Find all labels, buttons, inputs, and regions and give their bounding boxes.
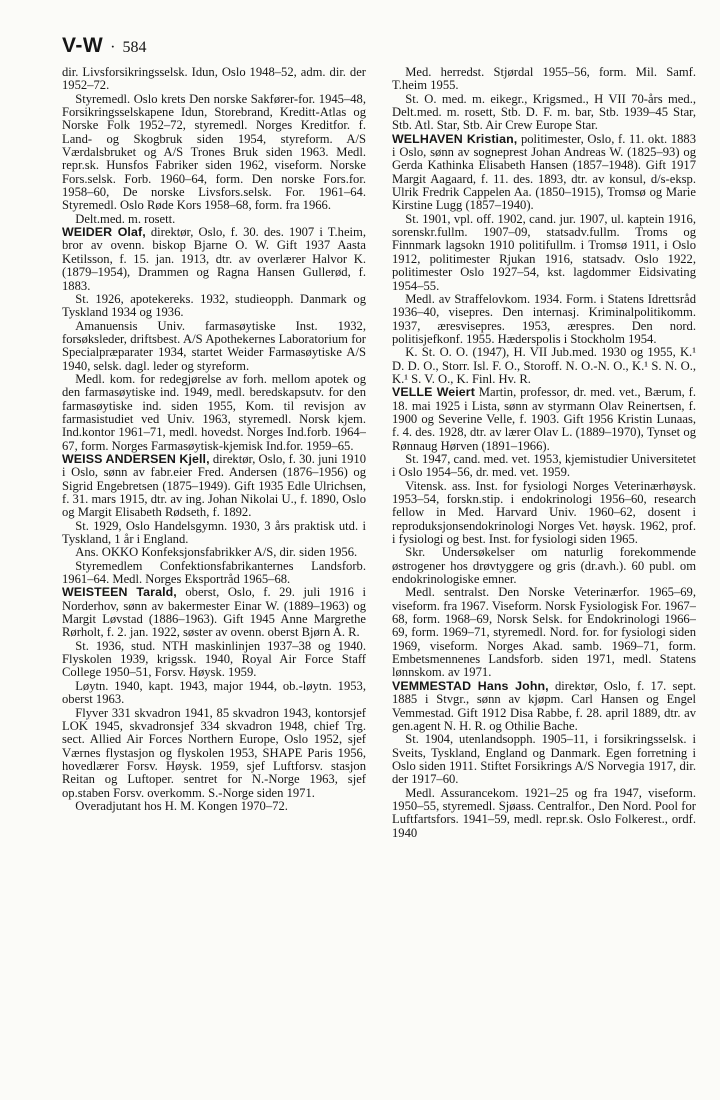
paragraph-text: Flyver 331 skvadron 1941, 85 skvadron 1943, kontorsjef LOK 1945, skvadronsjef 334 skvadron 1948, chief Trg. sect. Allied Air Forces Northern Europe, Oslo 1952, sjef Værnes flystasjon og flyskolen 1953, SHAPE Paris 1956, hovedlærer Forsv. Høysk. 1959, sjef Luftforsv. stasjon Reitan og Luftoper. sentret for N.-Norge 1963, sjef op.staben Forsv. overkomm. S.-Norge siden 1971. bbox=[62, 705, 366, 800]
paragraph-text: St. 1929, Oslo Handelsgymn. 1930, 3 års praktisk utd. i Tyskland, 1 år i England. bbox=[62, 518, 366, 547]
paragraph-text: Styremedl. Oslo krets Den norske Sakfører-for. 1945–48, Forsikringsselskapene Idun, Storebrand, Kreditt-Atlas og Norske Folk 1952–72, styremedl. Norges Kreditfor. f. Land- og Skogbruk siden 1954, styreform. A/S Værdalsbruket og A/S Trones Bruk siden 1963. Medl. repr.sk. Hunsfos Fabriker siden 1962, viseform. Norske Fors.selsk. Forb. 1960–64, form. Den norske Fors.for. 1958–60, De norske Livsfors.selsk. For. 1961–64. Styremedl. Oslo Røde Kors 1958–68, form. fra 1966. bbox=[62, 91, 366, 213]
text-paragraph bbox=[62, 93, 366, 213]
text-paragraph bbox=[392, 733, 696, 786]
paragraph-text: Vitensk. ass. Inst. for fysiologi Norges Veterinærhøysk. 1953–54, forskn.stip. i endokrinologi 1956–60, research fellow in Med. Harvard Univ. 1960–62, dosent i reproduksjonsendokrinologi Norges Vet. høysk. 1962, prof. i fysiologi og best. Inst. for fysiologi siden 1965. bbox=[392, 478, 696, 547]
text-paragraph bbox=[62, 800, 366, 813]
paragraph-text: Styremedlem Confektionsfabrikanternes Landsforb. 1961–64. Medl. Norges Eksportråd 1965–68. bbox=[62, 558, 366, 587]
entry-paragraph bbox=[62, 586, 366, 639]
entry-name: WEISS ANDERSEN Kjell, bbox=[62, 451, 210, 466]
right-column bbox=[392, 66, 696, 1086]
paragraph-text: direktør, Oslo, f. 30. juni 1910 i Oslo, sønn av fabr.eier Fred. Andersen (1876–1956) og Sigrid Engebretsen (1875–1949). Gift 1935 Edle Ulrichsen, f. 31. mars 1915, dtr. av ing. Johan Nikolai U., f. 1890, Oslo og Margit Elisabeth Rødseth, f. 1892. bbox=[62, 451, 366, 520]
paragraph-text: politimester, Oslo, f. 11. okt. 1883 i Oslo, sønn av sogneprest Johan Andreas W. (1825–93) og Gerda Kathinka Elisabeth Hansen (1857–1948). Gift 1917 Margit Aagaard, f. 11. des. 1893, dtr. av konsul, d/s-eksp. Ulrik Fredrik Cappelen Aa. (1850–1915), Tromsø og Marie Kirstine Lugg (1857–1940). bbox=[392, 131, 696, 213]
alphabet-range: V-W bbox=[62, 34, 104, 57]
left-column bbox=[62, 66, 366, 1086]
entry-paragraph bbox=[392, 133, 696, 213]
paragraph-text: Løytn. 1940, kapt. 1943, major 1944, ob.-løytn. 1953, oberst 1963. bbox=[62, 678, 366, 707]
text-paragraph bbox=[62, 640, 366, 680]
text-paragraph bbox=[62, 520, 366, 547]
text-paragraph bbox=[392, 66, 696, 93]
text-paragraph bbox=[62, 373, 366, 453]
text-paragraph bbox=[62, 680, 366, 707]
paragraph-text: Med. herredst. Stjørdal 1955–56, form. Mil. Samf. T.heim 1955. bbox=[392, 66, 696, 93]
paragraph-text: Medl. kom. for redegjørelse av forh. mellom apotek og den farmasøytiske ind. 1949, medl. beredskapsutv. for den farmasøytiske ind. siden 1955, Kom. til revisjon av farmasistudiet ved Univ. 1963, styremedl. Norsk kjem. Ind.kontor 1961–71, medl. hovedst. Norges Ind.forb. 1964–67, form. Norges Farmasøytisk-kjemisk Ind.for. 1959–65. bbox=[62, 371, 366, 453]
entry-paragraph bbox=[392, 386, 696, 453]
paragraph-text: St. 1926, apotekereks. 1932, studieopph. Danmark og Tyskland 1934 og 1936. bbox=[62, 291, 366, 320]
paragraph-text: St. 1947, cand. med. vet. 1953, kjemistudier Universitetet i Oslo 1954–56, dr. med. vet. 1959. bbox=[392, 451, 696, 480]
paragraph-text: St. 1901, vpl. off. 1902, cand. jur. 1907, ul. kaptein 1916, sorenskr.fullm. 1907–09, statsadv.fullm. Troms og Finnmark lagsokn 1910 politifullm. i Tromsø 1911, i Oslo 1912, politimester Rjukan 1916, statsadv. Oslo 1922, politimester Oslo 1927–54, kst. lagdommer Eidsivating 1954–55. bbox=[392, 211, 696, 293]
text-paragraph bbox=[62, 320, 366, 373]
entry-paragraph bbox=[62, 453, 366, 520]
text-paragraph bbox=[392, 480, 696, 547]
paragraph-text: Delt.med. m. rosett. bbox=[75, 211, 176, 226]
text-paragraph bbox=[62, 707, 366, 800]
paragraph-text: St. 1936, stud. NTH maskinlinjen 1937–38 og 1940. Flyskolen 1939, krigssk. 1940, Royal Air Force Staff College 1950–51, Forsv. Høysk. 1959. bbox=[62, 638, 366, 680]
text-paragraph bbox=[62, 560, 366, 587]
paragraph-text: K. St. O. O. (1947), H. VII Jub.med. 1930 og 1955, K.¹ D. D. O., Storr. Isl. F. O., Storoff. N. O.-N. O., K.¹ S. N. O., K.¹ S. V. O., K. Finl. Hv. R. bbox=[392, 345, 696, 386]
paragraph-text: St. 1904, utenlandsopph. 1905–11, i forsikringsselsk. i Sveits, Tyskland, England og Danmark. Egen forretning i Oslo siden 1911. Stiftet Forsikrings A/S Norvegia 1917, dir. der 1917–60. bbox=[392, 732, 696, 787]
text-paragraph bbox=[392, 453, 696, 480]
entry-name: VELLE Weiert bbox=[392, 385, 475, 400]
text-paragraph bbox=[392, 346, 696, 386]
page-number: 584 bbox=[122, 39, 147, 56]
text-paragraph bbox=[392, 213, 696, 293]
header-separator: · bbox=[110, 39, 116, 56]
paragraph-text: dir. Livsforsikringsselsk. Idun, Oslo 1948–52, adm. dir. der 1952–72. bbox=[62, 66, 366, 93]
paragraph-text: oberst, Oslo, f. 29. juli 1916 i Norderhov, sønn av bakermester Einar W. (1889–1963) og Margit Løvstad (1886–1963). Gift 1945 Anne Margrethe Rørholt, f. 2. jan. 1922, søster av ovenn. oberst Bjørn A. R. bbox=[62, 585, 366, 640]
entry-name: WEIDER Olaf, bbox=[62, 225, 146, 240]
paragraph-text: Medl. av Straffelovkom. 1934. Form. i Statens Idrettsråd 1936–40, visepres. Den internasj. Kriminalpolitikomm. 1937, æresvisepres. 1953, ærespres. Den nord. politisjefkonf. 1955. Hæderspolis i Stockholm 1954. bbox=[392, 291, 696, 346]
paragraph-text: direktør, Oslo, f. 30. des. 1907 i T.heim, bror av ovenn. biskop Bjarne O. W. Gift 1937 Aasta Ketilsson, f. 15. jan. 1913, dtr. av overlærer Halvor K. (1879–1954), Drammen og Ragna Hansen Gullerød, f. 1883. bbox=[62, 225, 366, 293]
paragraph-text: Martin, professor, dr. med. vet., Bærum, f. 18. mai 1925 i Lista, sønn av styrmann Olav Reinertsen, f. 1900 og Severine Velle, f. 1903. Gift 1956 Kristin Lunaas, f. 4. des. 1928, dtr. av lærer Olav L. (1889–1970), Tynset og Rønnaug Hørven (1891–1966). bbox=[392, 385, 696, 453]
paragraph-text: Overadjutant hos H. M. Kongen 1970–72. bbox=[75, 798, 288, 813]
entry-name: WELHAVEN Kristian, bbox=[392, 131, 518, 146]
text-paragraph bbox=[392, 586, 696, 679]
text-paragraph bbox=[392, 546, 696, 586]
text-paragraph bbox=[392, 93, 696, 133]
text-paragraph bbox=[62, 293, 366, 320]
text-paragraph bbox=[62, 213, 366, 226]
text-paragraph bbox=[62, 66, 366, 93]
entry-paragraph bbox=[392, 680, 696, 733]
paragraph-text: St. O. med. m. eikegr., Krigsmed., H VII 70-års med., Delt.med. m. rosett, Stb. D. F. m. bar, Stb. 1939–45 Star, Stb. Atl. Star, Stb. Air Crew Europe Star. bbox=[392, 91, 696, 133]
paragraph-text: direktør, Oslo, f. 17. sept. 1885 i Stvgr., sønn av kjøpm. Carl Hansen og Engel Vemmestad. Gift 1912 Disa Rabbe, f. 28. april 1889, dtr. av gen.agent N. H. R. og Othilie Bache. bbox=[392, 678, 696, 733]
text-paragraph bbox=[392, 787, 696, 840]
paragraph-text: Ans. OKKO Konfeksjonsfabrikker A/S, dir. siden 1956. bbox=[75, 545, 358, 560]
paragraph-text: Amanuensis Univ. farmasøytiske Inst. 1932, forsøksleder, driftsbest. A/S Apothekernes Laboratorium for Specialpræparater 1934, startet Weider Farmasøytiske A/S 1940, selsk. dagl. leder og styreform. bbox=[62, 318, 366, 373]
entry-name: WEISTEEN Tarald, bbox=[62, 585, 177, 600]
paragraph-text: Medl. sentralst. Den Norske Veterinærfor. 1965–69, viseform. fra 1967. Viseform. Norsk Fysiologisk For. 1967–68, form. 1968–69, Norsk Selsk. for Endokrinologi 1966–69, form. 1969–71, styremedl. Nord. for. for fysiologi siden 1969, viseform. Norges Akad. samb. 1969–71, form. Embetsmennenes Landsforb. siden 1971, medl. Statens lønnskom. av 1971. bbox=[392, 585, 696, 680]
paragraph-text: Skr. Undersøkelser om naturlig forekommende østrogener hos drøvtyggere og gris (dr.avh.). 60 publ. om endokrinologiske emner. bbox=[392, 545, 696, 587]
entry-name: VEMMESTAD Hans John, bbox=[392, 678, 549, 693]
entry-paragraph bbox=[62, 226, 366, 293]
paragraph-text: Medl. Assurancekom. 1921–25 og fra 1947, viseform. 1950–55, styremedl. Sjøass. Centralfor., Den Nord. Pool for Luftfartsfors. 1941–59, medl. repr.sk. Oslo Folkerest., ordf. 1940 bbox=[392, 785, 696, 840]
text-paragraph bbox=[62, 546, 366, 559]
page-header bbox=[62, 34, 147, 58]
text-paragraph bbox=[392, 293, 696, 346]
